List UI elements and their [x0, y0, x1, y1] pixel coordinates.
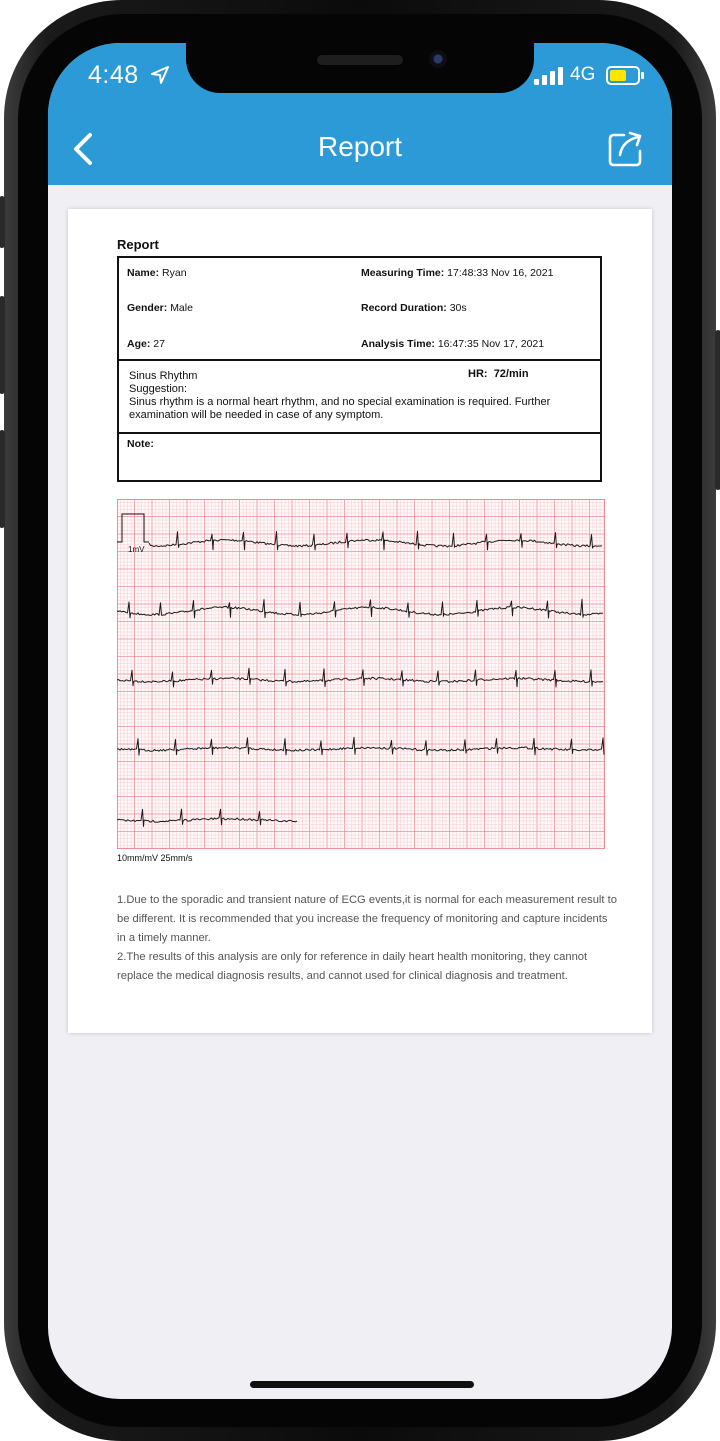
- status-time: 4:48: [88, 61, 139, 89]
- name-field: Name: Ryan: [127, 267, 187, 279]
- ecg-strip: [117, 499, 605, 849]
- record-duration-field: Record Duration: 30s: [361, 302, 467, 314]
- ecg-scale: 10mm/mV 25mm/s: [117, 853, 193, 863]
- volume-up-button: [0, 296, 5, 394]
- report-paper: [68, 209, 652, 1033]
- disclaimer: [117, 891, 617, 986]
- share-button[interactable]: [606, 129, 646, 169]
- page-title: Report: [317, 131, 403, 162]
- heart-rate: HR: 72/min: [468, 368, 529, 380]
- earpiece: [317, 55, 403, 65]
- silent-switch: [0, 196, 5, 248]
- suggestion-text: Sinus rhythm is a normal heart rhythm, and no special examination is required. Further examination will be needed in case of any symptom.: [129, 396, 551, 421]
- calibration-label: 1mV: [128, 545, 145, 554]
- divider: [119, 359, 600, 361]
- analysis-time-field: Analysis Time: 16:47:35 Nov 17, 2021: [361, 338, 545, 350]
- network-type: 4G: [570, 64, 596, 85]
- divider: [119, 432, 600, 434]
- suggestion-label: Suggestion:: [129, 383, 188, 395]
- notch: [186, 43, 534, 93]
- note-label: Note:: [127, 438, 154, 450]
- front-camera: [429, 50, 447, 68]
- volume-down-button: [0, 430, 5, 528]
- gender-field: Gender: Male: [127, 302, 193, 314]
- patient-info-box: [117, 256, 602, 482]
- disclaimer-2: 2.The results of this analysis are only for reference in daily heart health monitoring, they cannot replace the medical diagnosis results, and cannot used for clinical diagnosis and treatment.: [117, 951, 588, 982]
- signal-icon: [534, 67, 564, 85]
- disclaimer-1: 1.Due to the sporadic and transient nature of ECG events,it is normal for each measurement result to be different. It is recommended that you increase the frequency of monitoring and capture incidents in a timely manner.: [117, 894, 617, 944]
- power-button: [715, 330, 720, 490]
- location-arrow-icon: [150, 65, 170, 85]
- age-field: Age: 27: [127, 338, 165, 350]
- rhythm-result: Sinus Rhythm: [129, 370, 198, 382]
- report-heading: Report: [117, 237, 159, 252]
- battery-icon: [606, 66, 640, 85]
- home-indicator[interactable]: [250, 1381, 474, 1388]
- measuring-time-field: Measuring Time: 17:48:33 Nov 16, 2021: [361, 267, 554, 279]
- screen: [48, 43, 672, 1399]
